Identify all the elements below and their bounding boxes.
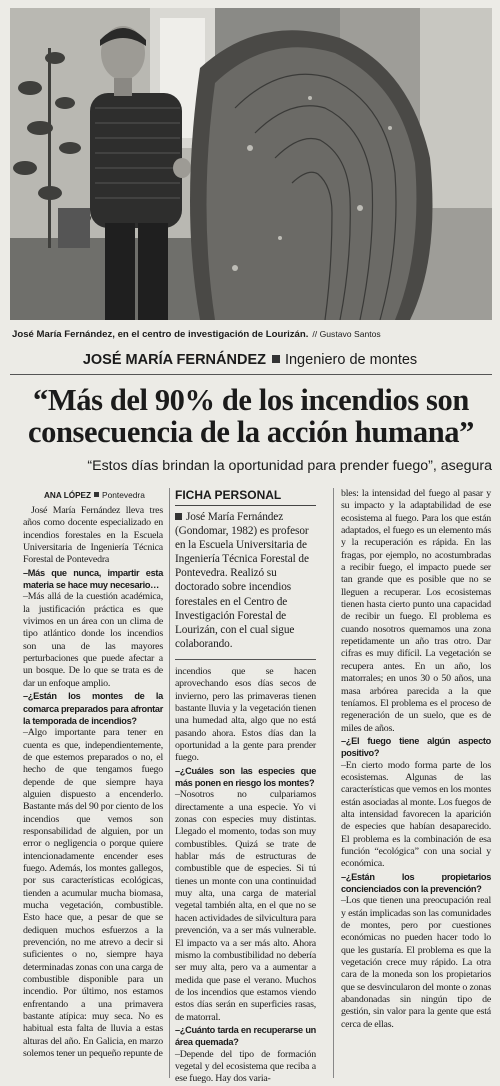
headline [10,384,492,448]
caption-text: José María Fernández, en el centro de investigación de Lourizán. [12,329,309,340]
byline-author: ANA LÓPEZ [44,491,92,500]
paragraph: –Los que tienen una preocupación real y están implicadas son las comunidades de montes, pero por cuestiones económicas no pueden hacer todo lo que les gustaría. El problema es que la vegetación crece muy rápido. La otra cara de la moneda son los propietarios que se desvincularon del monte o zonas abandonadas sin ningún tipo de gestión, sin valor para la gente que está cerca de ellas. [341,895,491,1030]
photo-credit: // Gustavo Santos [312,329,381,339]
subhead: “Estos días brindan la oportunidad para prender fuego”, asegura [87,458,492,474]
article-column-3 [341,488,491,1031]
paragraph: bles: la intensidad del fuego al pasar y su impacto y la adaptabilidad de ese ecosistema al fuego. Para los que están adaptados, el fuego es un elemento más y la recuperación es rápida. En las fragas, por ejemplo, no acostumbradas a recibir fuego, el impacto puede ser tan grande que es posible que no se lleguen a recuperar. Los ecosistemas tienen hasta cierto punto una capacidad de recibir un fuego. El problema es cuando nosotros quemamos una zona repetidamente un año tras otro. Dar cifras es muy difícil. La vegetación se recupera antes. En un año, los matorrales; en unos 30 o 50 años, una masa arbórea parecida a la que teníamos. El problema es el proceso de regeneración de un suelo, que es de miles de años. [341,488,491,734]
paragraph: –Más allá de la cuestión académica, la justificación práctica es que vivimos en un área con un clima de tipo atlántico donde los incendios son una de las mayores perturbaciones que puede afectar a un bosque. De lo que se trata es de dar un enfoque amplio. [23,591,163,689]
paragraph: –Nosotros no culpariamos directamente a una especie. Yo vi zonas con especies muy distintas. Llegado el momento, todas son muy combustibles. Quizá se trate de hablar más de estructuras de combustible que de especies. Si tú tienes un monte con una continuidad muy alta, una carga de material vegetal también alta, en el que no se hacen actividades de silvicultura para prevención, va a ser más vulnerable. El impacto va a ser más alto. Ahora mismo la combustibilidad no debería ser muy alta, pero va a aumentar a medida que pase el verano. Muchos de los incendios que estamos viendo estos días serán en superficies rasas, de matorral. [175,789,316,1023]
column-divider [169,488,170,1078]
paragraph: incendios que se hacen aprovechando esos días secos de invierno, pero las primaveras tienen bastante lluvia y la vegetación tienen una humedad alta, algo que no está pasando ahora. Estos días dan la oportunidad a la gente para prender fuego. [175,665,316,764]
paragraph: –En cierto modo forma parte de los ecosistemas. Algunas de las características que vemos en los montes están asociadas al monte. Los fuegos de alta intensidad favorecen la aparición de especies que habían desaparecido. El problema es la combinación de esa función “ecológica” con una social y económica. [341,759,491,870]
paragraph: –Algo importante para tener en cuenta es que, independientemente, de que estemos preparados o no, el hecho de que tengamos fuego depende de que siempre haya alguien dispuesto a encenderlo. Bastante más del 90 por ciento de los incendios que vemos son responsabilidad de alguien, por un error o negligencia o porque quiere intencionadamente encender eses fuego. Además, los montes gallegos, por sus características ecológicas, tienden a acumular mucha biomasa, mucha vegetación, combustible. Esto hace que, a pesar de que se dediquen muchos esfuerzos a la prevención, no me atrevo a decir si suficientes o no, siempre haya determinadas zonas con una carga de combustible disponible para un incendio. Por último, nos estamos enfrentando a una primavera bastante atípica: muy seca. No es habitual esta falta de lluvia a estas alturas del año. En Galicia, en marzo solemos tener un pequeño repunte de [23,727,163,1060]
kicker [0,352,500,368]
photo-caption [12,329,492,340]
interview-question: –Más que nunca, impartir esta materia se hace muy necesario… [23,567,163,591]
paragraph: José María Fernández lleva tres años como docente especializado en incendios forestales en la Escuela Universitaria de Ingeniería Técnica Forestal de Pontevedra [23,505,163,566]
square-bullet-icon [272,355,280,363]
article-column-2 [175,488,316,1086]
ficha-title: FICHA PERSONAL [175,488,316,506]
kicker-name: JOSÉ MARÍA FERNÁNDEZ [82,352,266,368]
interview-question: –¿Cuánto tarda en recuperarse un área quemada? [175,1024,316,1048]
ficha-text: José María Fernández (Gondomar, 1982) es profesor en la Escuela Universitaria de Ingeniería Técnica Forestal de Pontevedra. Realizó su doctorado sobre incendios forestales en el Centro de Investigación Forestal de Lourizán, con el cual sigue colaborando. [175,511,309,650]
interview-question: –¿Cuáles son las especies que más ponen en riesgo los montes? [175,765,316,789]
column-divider [333,488,334,1078]
interview-question: –¿Están los propietarios concienciados con la prevención? [341,871,491,894]
square-bullet-icon [175,513,182,520]
paragraph: –Depende del tipo de formación vegetal y del ecosistema que reciba a ese fuego. Hay dos varia- [175,1048,316,1085]
headline-line-2: consecuencia de la acción humana” [28,415,474,449]
kicker-role: Ingeniero de montes [284,352,418,368]
square-bullet-icon [94,492,99,497]
interview-question: –¿El fuego tiene algún aspecto positivo? [341,735,491,759]
photo-illustration [10,8,492,320]
photo [10,8,492,320]
ficha-personal [175,510,316,660]
divider [10,374,492,375]
byline [44,490,145,500]
article-column-1 [23,505,163,1060]
headline-line-1: “Más del 90% de los incendios son [33,383,469,417]
interview-question: –¿Están los montes de la comarca preparados para afrontar la temporada de incendios? [23,691,164,726]
byline-place: Pontevedra [102,490,145,500]
